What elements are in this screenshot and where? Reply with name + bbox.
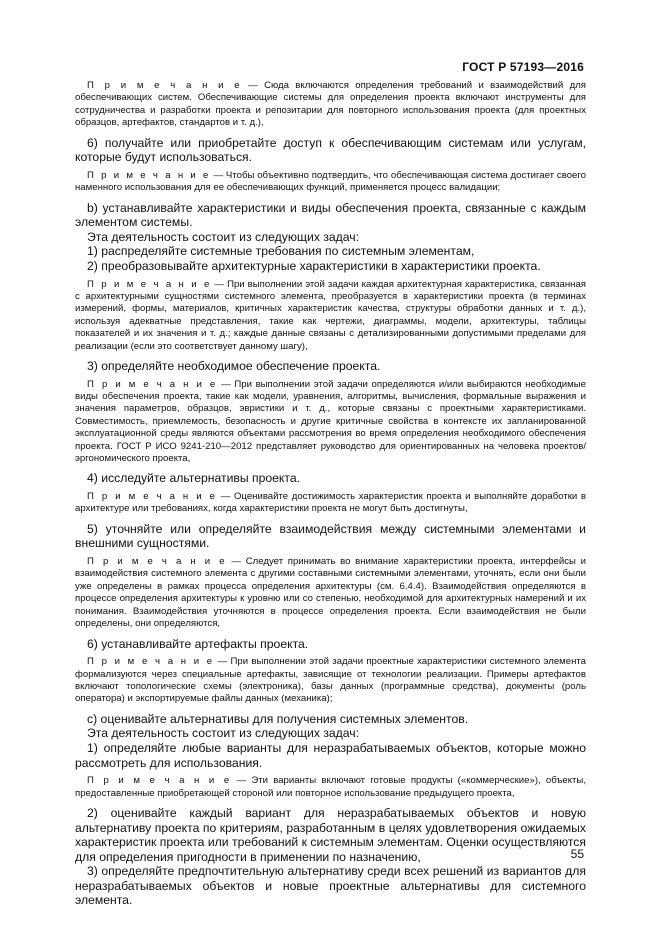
note-label: П р и м е ч а н и е <box>87 378 218 390</box>
note-paragraph <box>75 491 586 516</box>
note-paragraph <box>75 80 586 130</box>
note-label: П р и м е ч а н и е <box>87 278 212 290</box>
body-paragraph: 3) определяйте необходимое обеспечение проекта. <box>87 359 381 374</box>
body-paragraph: 3) определяйте предпочтительную альтернативу среди всех решений из вариантов для неразрабатываемых объектов и новые проектные альтернативы для системного элемента. <box>75 864 586 908</box>
note-paragraph <box>75 170 586 195</box>
note-label: П р и м е ч а н и е <box>87 656 215 668</box>
note-paragraph <box>75 775 586 800</box>
body-paragraph: 1) определяйте любые варианты для неразрабатываемых объектов, которые можно рассмотреть для использования. <box>75 740 586 770</box>
body-paragraph: 2) преобразовывайте архитектурные характеристики в характеристики проекта. <box>87 259 541 273</box>
note-paragraph <box>75 556 586 630</box>
note-text: — Сюда включаются определения требований и взаимодействий для обеспечивающих систем. Обеспечивающие системы для определения проекта включают инструменты для сотрудничества и разработки проекта и репозитарии для повторного использования проекта (для проектных образцов, артефактов, стандартов и т. д.), <box>75 80 587 129</box>
note-label: П р и м е ч а н и е <box>87 775 232 787</box>
note-text: — При выполнении этой задачи определяются и/или выбираются необходимые виды обеспечения проекта, такие как модели, уравнения, алгоритмы, вычисления, формальные выражения и значения параметров, образцов, эвристики и т. д., которые связаны с проектными характеристиками. Совместимость, приемлемость, безопасность и другие критичные свойства в контексте их запланированной эксплуатационной среды являются объектами рассмотрения во время определения необходимого обеспечения проекта. ГОСТ Р ИСО 9241-210—2012 представляет руководство для ориентированных на человека проектов/эргономического проекта, <box>75 378 586 465</box>
body-paragraph: 6) устанавливайте артефакты проекта. <box>87 636 309 651</box>
page-number: 55 <box>570 847 584 861</box>
document-body <box>75 80 586 913</box>
body-paragraph: 5) уточняйте или определяйте взаимодействия между системными элементами и внешними сущностями. <box>75 521 586 551</box>
note-text: — При выполнении этой задачи каждая архитектурная характеристика, связанная с архитектурными сущностями системного элемента, преобразуется в характеристики проекта (в терминах измерений, формы, материалов, критичных характеристик качества, структуры обработки данных и т. д.), используя адекватные представления, такие как чертежи, диаграммы, модели, архитектуры, таблицы показателей и их значения и т. д.; каждые данные связаны с детализированными допустимыми пределами для реализации (если это соответствует данному шагу), <box>75 278 587 352</box>
body-paragraph: b) устанавливайте характеристики и виды обеспечения проекта, связанные с каждым элементом системы. <box>75 200 586 230</box>
body-paragraph: 4) исследуйте альтернативы проекта. <box>87 471 301 486</box>
note-text: — Оценивайте достижимость характеристик проекта и выполняйте доработки в архитектуре или требованиях, когда характеристики проекта не могут быть достигнуты, <box>75 491 586 515</box>
body-paragraph: Эта деятельность состоит из следующих задач: <box>87 229 360 244</box>
body-paragraph: с) оценивайте альтернативы для получения системных элементов. <box>87 711 469 726</box>
note-text: — При выполнении этой задачи проектные характеристики системного элемента формализуются через специальные артефакты, зависящие от технологии реализации. Примеры артефактов включают топологические схемы (электроника), базы данных (программные средства), документы (роль оператора) и экспортируемые файлы данных (механика); <box>75 656 587 705</box>
note-text: — Эти варианты включают готовые продукты («коммерческие»), объекты, предоставленные приобретающей стороной или повторное использование предыдущего проекта, <box>75 775 586 799</box>
body-paragraph: 2) оценивайте каждый вариант для неразрабатываемых объектов и новую альтернативу проекта по критериям, разработанным в целях удовлетворения ожидаемых характеристик проекта или требований к системным элементам. Оценки осуществляются для определения пригодности в применении по назначению, <box>75 805 586 864</box>
body-paragraph: 1) распределяйте системные требования по системным элементам, <box>87 244 475 259</box>
note-paragraph <box>75 656 586 706</box>
note-label: П р и м е ч а н и е <box>87 556 227 568</box>
note-label: П р и м е ч а н и е <box>87 80 242 91</box>
note-paragraph <box>75 379 586 466</box>
note-label: П р и м е ч а н и е <box>87 169 211 181</box>
body-paragraph: 6) получайте или приобретайте доступ к обеспечивающим системам или услугам, которые будут использоваться. <box>75 135 586 165</box>
note-paragraph <box>75 279 586 353</box>
note-text: — Следует принимать во внимание характеристики проекта, интерфейсы и взаимодействия системного элемента с другими составными системными элементами, уточнять, если они были уже определены в рамках процесса определения архитектуры (см. 6.4.4). Взаимодействия определяются в процессе определения архитектуры к уровню или со степенью, необходимой для архитектурных намерений и их понимания. Взаимодействия уточняются в процессе определения проекта. Если взаимодействия не были определены, они определяются, <box>75 556 586 630</box>
note-label: П р и м е ч а н и е <box>87 491 218 503</box>
document-header: ГОСТ Р 57193—2016 <box>462 60 584 74</box>
body-paragraph: Эта деятельность состоит из следующих задач: <box>87 726 360 741</box>
note-text: — Чтобы объективно подтвердить, что обеспечивающая система достигает своего наменного использования для ее обеспечивающих функций, применяется процесс валидации; <box>75 169 586 194</box>
